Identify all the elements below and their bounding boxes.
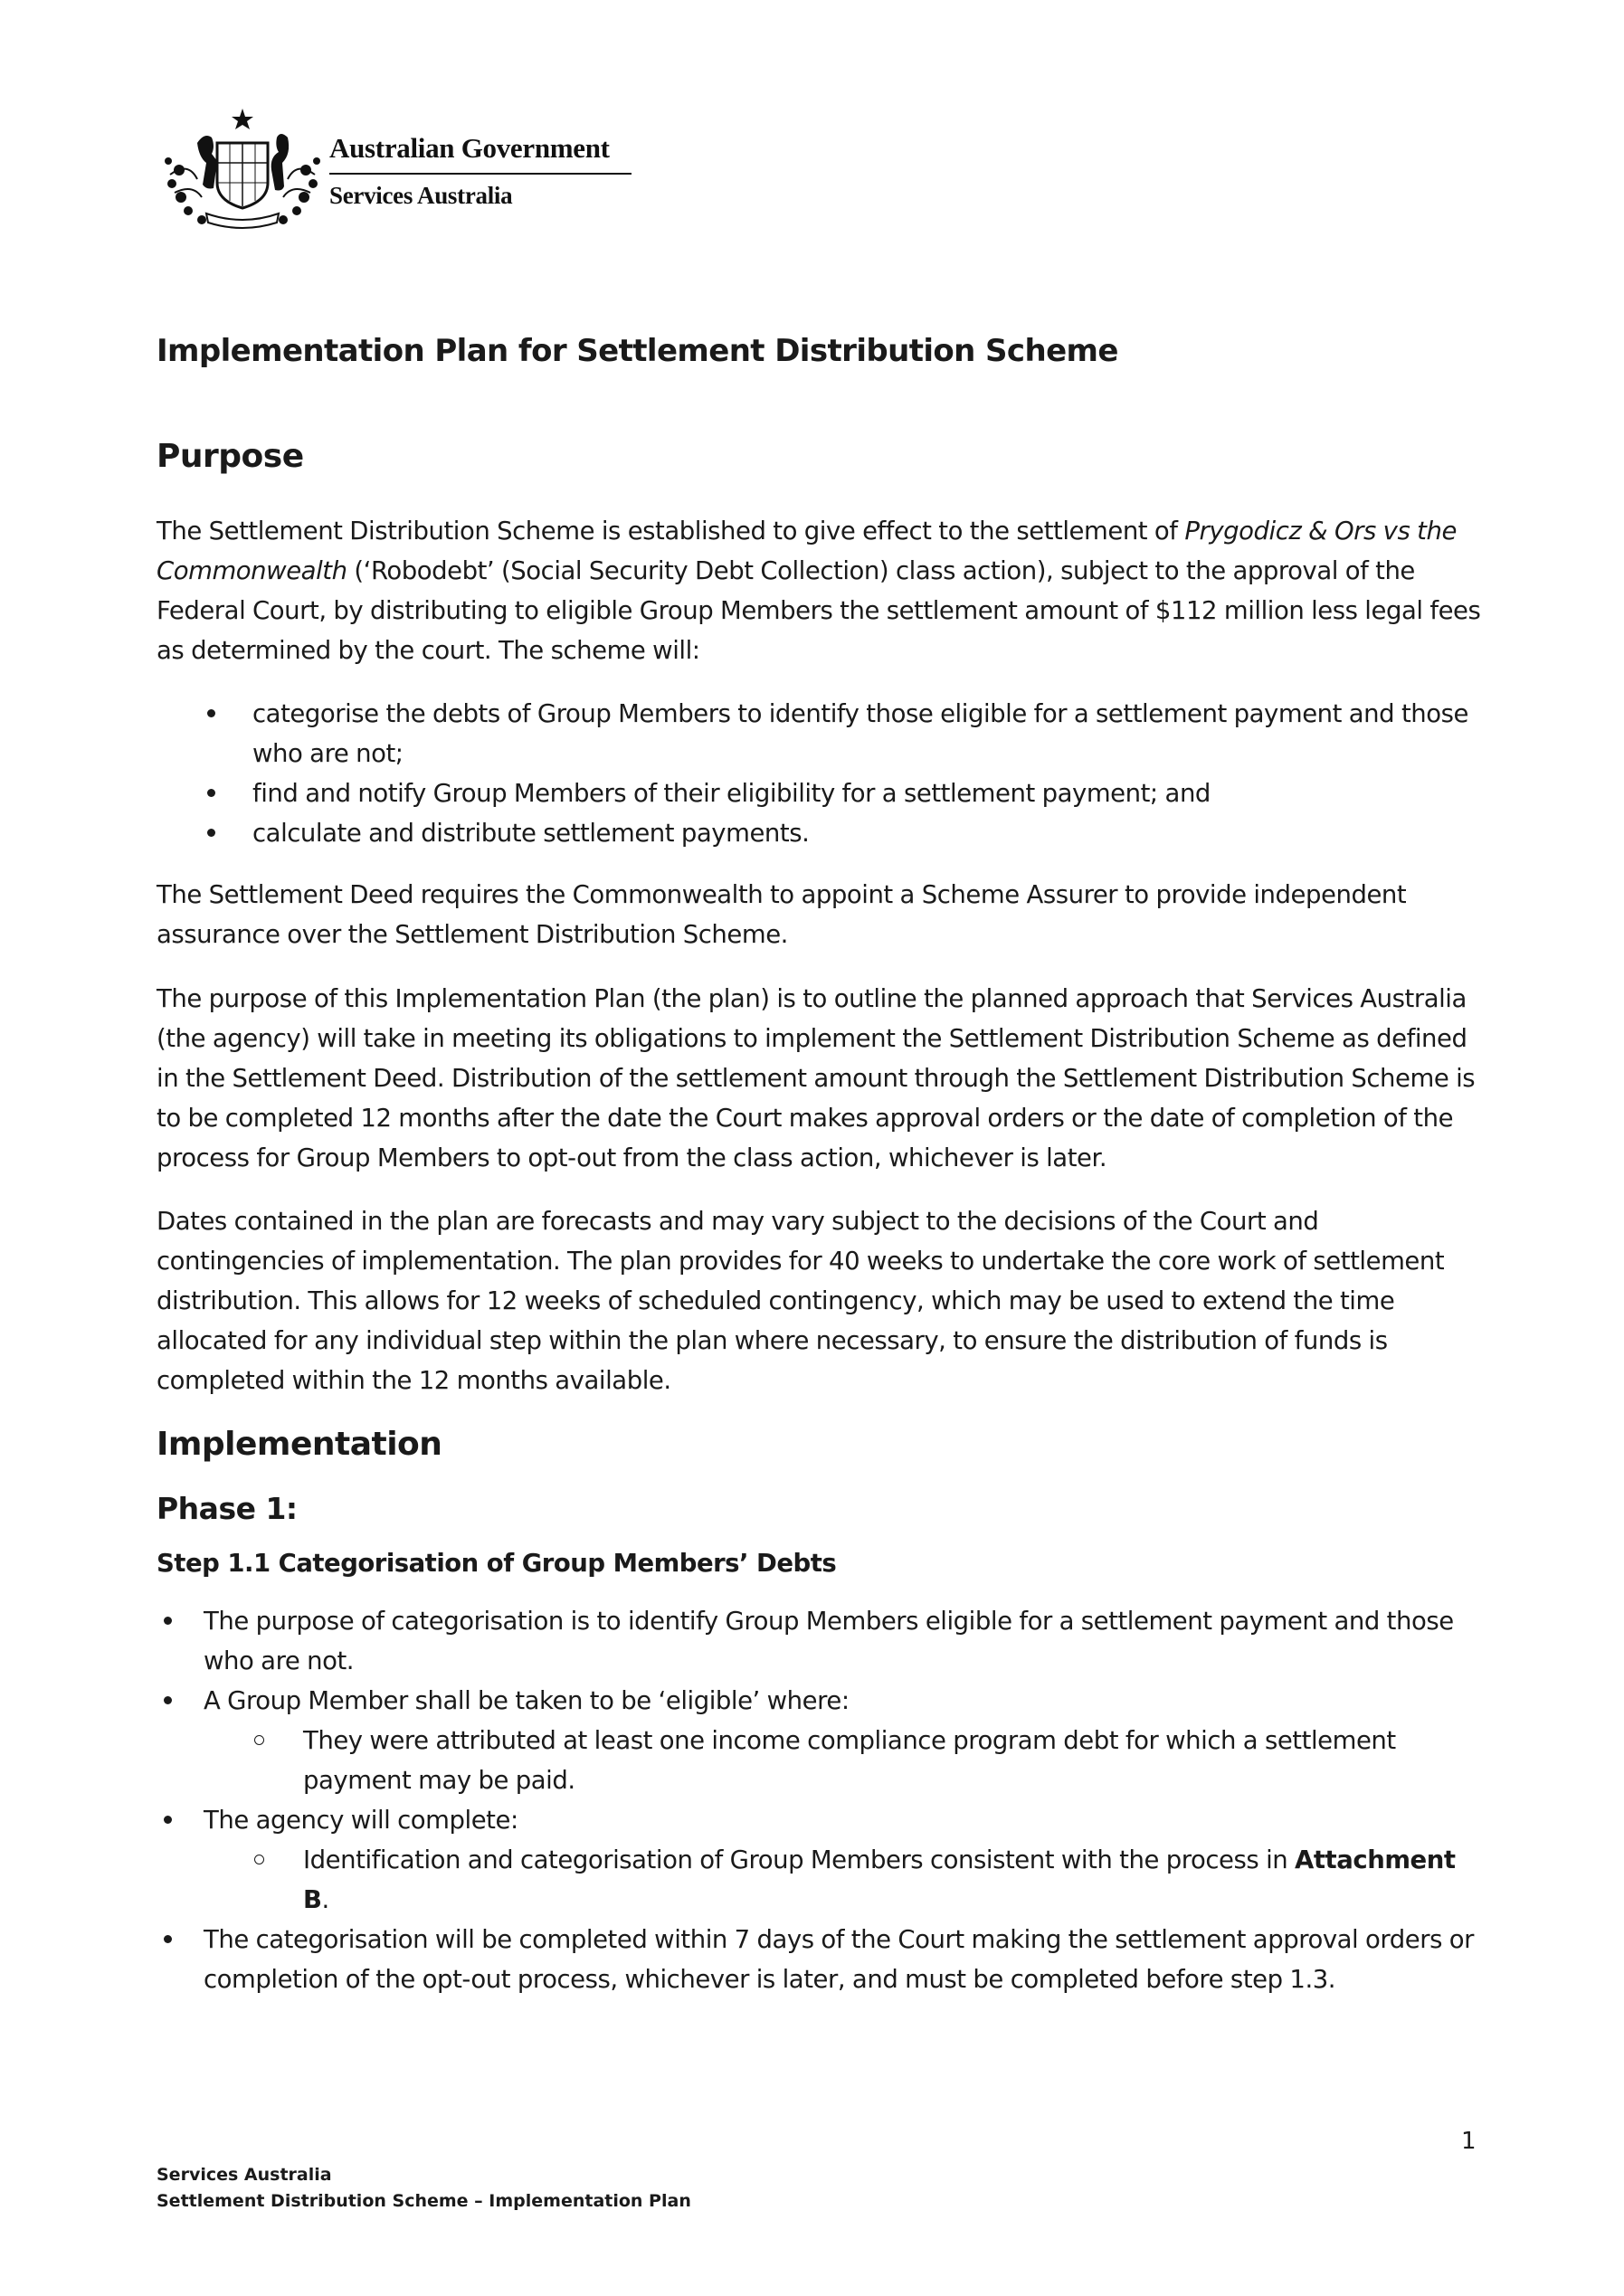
bullet-dot-icon [207,709,215,717]
list-item [157,773,1486,813]
sub-bullet-end: . [321,1885,329,1914]
intro-text-1: The Settlement Distribution Scheme is established to give effect to the settlement of [157,517,1185,546]
list-item [157,1800,1486,1840]
bullet-text: The purpose of categorisation is to identify Group Members eligible for a settlement payment and those who are not. [204,1607,1454,1675]
document-title: Implementation Plan for Settlement Distribution Scheme [157,333,1118,369]
page-footer [157,2162,691,2215]
list-item [157,1920,1486,1999]
sub-bullet-text: They were attributed at least one income compliance program debt for which a settlement payment may be paid. [303,1726,1396,1795]
purpose-paragraph-4: Dates contained in the plan are forecasts and may vary subject to the decisions of the Court and contingencies of implementation. The plan provides for 40 weeks to undertake the core work of settlement distribution. This allows for 12 weeks of scheduled contingency, which may be used to extend the time allocated for any individual step within the plan where necessary, to ensure the distribution of funds is completed within the 12 months available. [157,1207,1445,1395]
step-bullet-list [157,1601,1486,1999]
bullet-text: calculate and distribute settlement payments. [252,819,810,848]
list-item [157,1601,1486,1681]
sub-bullet-text: Identification and categorisation of Group Members consistent with the process in [303,1845,1296,1874]
logo-divider [329,173,632,175]
case-name: Prygodicz & Ors vs the Commonwealth [157,517,1457,585]
list-item [157,1840,1486,1920]
purpose-intro-paragraph [157,511,1486,670]
page-number: 1 [1461,2128,1477,2155]
bullet-dot-icon [164,1617,172,1625]
sub-bullet-circle-icon [254,1735,264,1745]
government-name: Australian Government [329,132,610,164]
purpose-paragraph-3: The purpose of this Implementation Plan (the plan) is to outline the planned approach that Services Australia (the agency) will take in meeting its obligations to implement the Settlement Distribution Scheme as defined in the Settlement Deed. Distribution of the settlement amount through the Settlement Distribution Scheme is to be completed 12 months after the date the Court makes approval orders or the date of completion of the process for Group Members to opt-out from the class action, whichever is later. [157,984,1476,1172]
footer-document-name: Settlement Distribution Scheme – Implementation Plan [157,2191,691,2211]
list-item [157,1681,1486,1721]
list-item [157,813,1486,853]
footer-agency: Services Australia [157,2165,332,2185]
list-item [157,1721,1486,1800]
intro-text-2: (‘Robodebt’ (Social Security Debt Collection) class action), subject to the approval of the Federal Court, by distributing to eligible Group Members the settlement amount of $112 million less legal fees as determined by the court. The scheme will: [157,556,1481,665]
bullet-text: A Group Member shall be taken to be ‘eligible’ where: [204,1686,850,1715]
bullet-dot-icon [207,789,215,797]
bullet-dot-icon [207,829,215,837]
agency-wordmark [329,134,637,208]
agency-logo [161,107,641,233]
bullet-dot-icon [164,1696,172,1704]
step-heading: Step 1.1 Categorisation of Group Members’ Debts [157,1549,837,1578]
purpose-paragraph-2: The Settlement Deed requires the Commonwealth to appoint a Scheme Assurer to provide independent assurance over the Settlement Distribution Scheme. [157,880,1407,949]
bullet-text: The agency will complete: [204,1806,518,1835]
bullet-dot-icon [164,1935,172,1943]
purpose-bullet-list [157,694,1486,853]
agency-name: Services Australia [329,182,513,209]
implementation-heading: Implementation [157,1426,442,1463]
bullet-text: The categorisation will be completed within 7 days of the Court making the settlement approval orders or completion of the opt-out process, whichever is later, and must be completed before step 1.3. [204,1925,1475,1994]
bullet-text: categorise the debts of Group Members to identify those eligible for a settlement payment and those who are not; [252,699,1468,768]
sub-bullet-circle-icon [254,1855,264,1864]
list-item [157,694,1486,773]
bullet-dot-icon [164,1816,172,1824]
coat-of-arms-icon [161,107,324,233]
purpose-heading: Purpose [157,438,304,475]
attachment-reference: Attachment B [303,1845,1456,1914]
bullet-text: find and notify Group Members of their eligibility for a settlement payment; and [252,779,1211,808]
phase-heading: Phase 1: [157,1491,298,1526]
